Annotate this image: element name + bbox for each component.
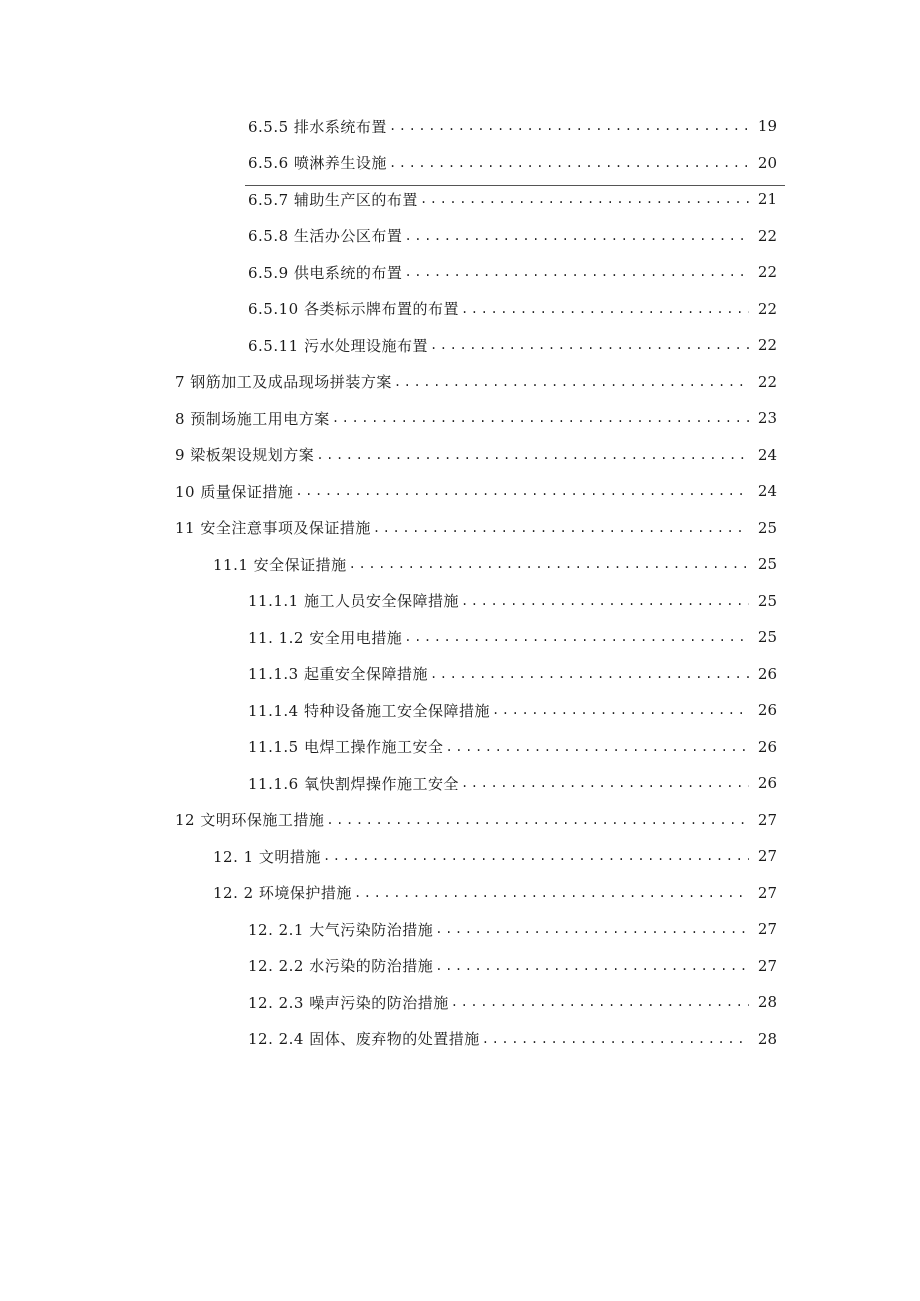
- toc-entry-page-number: 25: [757, 518, 777, 537]
- toc-entry-page-number: 22: [757, 336, 777, 355]
- toc-entry-title: 6.5.5 排水系统布置: [248, 117, 387, 136]
- toc-entry[interactable]: [0, 802, 920, 839]
- toc-entry-page-number: 21: [757, 190, 777, 209]
- toc-dot-leader: [451, 993, 749, 1011]
- toc-dot-leader: [461, 592, 749, 610]
- toc-entry-page-number: 24: [757, 482, 777, 501]
- toc-entry-page-number: 20: [757, 153, 777, 172]
- toc-dot-leader: [389, 154, 749, 172]
- toc-entry[interactable]: [0, 838, 920, 875]
- toc-entry-title: 12. 2.3 噪声污染的防治措施: [248, 993, 449, 1012]
- toc-entry[interactable]: [0, 437, 920, 474]
- toc-entry-title: 10 质量保证措施: [175, 482, 294, 501]
- toc-dot-leader: [430, 336, 749, 354]
- toc-dot-leader: [435, 920, 749, 938]
- toc-entry-title: 12. 2.1 大气污染防治措施: [248, 920, 434, 939]
- toc-entry-title: 8 预制场施工用电方案: [175, 409, 330, 428]
- toc-dot-leader: [435, 957, 749, 975]
- toc-entry[interactable]: [0, 765, 920, 802]
- toc-entry-page-number: 25: [757, 591, 777, 610]
- toc-entry-title: 6.5.10 各类标示牌布置的布置: [248, 300, 459, 319]
- toc-entry[interactable]: [0, 327, 920, 364]
- toc-entry-page-number: 22: [757, 226, 777, 245]
- toc-entry-title: 6.5.8 生活办公区布置: [248, 227, 403, 246]
- toc-entry-page-number: 27: [757, 847, 777, 866]
- toc-entry[interactable]: [0, 948, 920, 985]
- toc-entry-page-number: 28: [757, 993, 777, 1012]
- toc-dot-leader: [316, 446, 749, 464]
- toc-entry[interactable]: [0, 145, 920, 182]
- toc-entry-title: 6.5.9 供电系统的布置: [248, 263, 403, 282]
- toc-dot-leader: [389, 117, 749, 135]
- toc-entry[interactable]: [0, 108, 920, 145]
- toc-entry[interactable]: [0, 546, 920, 583]
- toc-entry[interactable]: [0, 473, 920, 510]
- toc-dot-leader: [430, 665, 749, 683]
- toc-entry[interactable]: [0, 181, 920, 218]
- toc-dot-leader: [295, 482, 749, 500]
- toc-dot-leader: [323, 847, 749, 865]
- toc-entry-title: 11.1.6 氧快割焊操作施工安全: [248, 774, 459, 793]
- toc-entry-page-number: 28: [757, 1029, 777, 1048]
- toc-entry-title: 12. 2 环境保护措施: [213, 884, 352, 903]
- toc-entry[interactable]: [0, 911, 920, 948]
- toc-entry-page-number: 23: [757, 409, 777, 428]
- toc-entry-title: 6.5.6 喷淋养生设施: [248, 154, 387, 173]
- toc-entry[interactable]: [0, 291, 920, 328]
- toc-entry[interactable]: [0, 656, 920, 693]
- toc-entry-page-number: 24: [757, 445, 777, 464]
- toc-entry-title: 11.1.4 特种设备施工安全保障措施: [248, 701, 490, 720]
- toc-entry-title: 11.1.5 电焊工操作施工安全: [248, 738, 444, 757]
- toc-entry[interactable]: [0, 619, 920, 656]
- toc-dot-leader: [349, 555, 749, 573]
- toc-dot-leader: [492, 701, 749, 719]
- toc-entry-page-number: 22: [757, 372, 777, 391]
- toc-entry-page-number: 26: [757, 737, 777, 756]
- toc-entry-title: 12. 2.4 固体、废弃物的处置措施: [248, 1030, 480, 1049]
- toc-entry-title: 11.1 安全保证措施: [213, 555, 347, 574]
- toc-entry-title: 11.1.3 起重安全保障措施: [248, 665, 428, 684]
- toc-dot-leader: [420, 190, 749, 208]
- toc-dot-leader: [404, 227, 749, 245]
- toc-entry[interactable]: [0, 1021, 920, 1058]
- toc-entry-title: 9 梁板架设规划方案: [175, 446, 315, 465]
- toc-entry[interactable]: [0, 984, 920, 1021]
- toc-entry[interactable]: [0, 364, 920, 401]
- toc-entry[interactable]: [0, 692, 920, 729]
- toc-entry-page-number: 27: [757, 956, 777, 975]
- toc-entry-title: 6.5.11 污水处理设施布置: [248, 336, 428, 355]
- toc-entry-title: 12. 2.2 水污染的防治措施: [248, 957, 434, 976]
- toc-entry-title: 12 文明环保施工措施: [175, 811, 325, 830]
- toc-entry-page-number: 27: [757, 810, 777, 829]
- toc-entry[interactable]: [0, 510, 920, 547]
- toc-entry-page-number: 26: [757, 664, 777, 683]
- toc-dot-leader: [332, 409, 749, 427]
- toc-entry-page-number: 22: [757, 263, 777, 282]
- toc-entry-page-number: 26: [757, 774, 777, 793]
- toc-dot-leader: [394, 373, 749, 391]
- toc-entry-page-number: 25: [757, 555, 777, 574]
- toc-entry[interactable]: [0, 254, 920, 291]
- toc-dot-leader: [445, 738, 749, 756]
- toc-entry[interactable]: [0, 729, 920, 766]
- toc-entry-title: 11. 1.2 安全用电措施: [248, 628, 403, 647]
- toc-dot-leader: [354, 884, 749, 902]
- toc-entry-title: 11.1.1 施工人员安全保障措施: [248, 592, 459, 611]
- toc-entry-page-number: 27: [757, 920, 777, 939]
- table-of-contents: [0, 108, 920, 1057]
- toc-entry[interactable]: [0, 875, 920, 912]
- toc-entry[interactable]: [0, 218, 920, 255]
- toc-entry-title: 7 钢筋加工及成品现场拼装方案: [175, 373, 392, 392]
- toc-dot-leader: [461, 774, 749, 792]
- toc-dot-leader: [404, 263, 749, 281]
- toc-dot-leader: [326, 811, 749, 829]
- toc-entry[interactable]: [0, 583, 920, 620]
- toc-dot-leader: [482, 1030, 749, 1048]
- toc-entry-title: 12. 1 文明措施: [213, 847, 321, 866]
- toc-entry-title: 11 安全注意事项及保证措施: [175, 519, 371, 538]
- toc-dot-leader: [373, 519, 749, 537]
- toc-entry-page-number: 25: [757, 628, 777, 647]
- toc-entry[interactable]: [0, 400, 920, 437]
- toc-entry-page-number: 19: [757, 117, 777, 136]
- toc-entry-page-number: 27: [757, 883, 777, 902]
- toc-entry-title: 6.5.7 辅助生产区的布置: [248, 190, 418, 209]
- toc-dot-leader: [404, 628, 749, 646]
- toc-entry-page-number: 22: [757, 299, 777, 318]
- toc-entry-page-number: 26: [757, 701, 777, 720]
- toc-dot-leader: [461, 300, 749, 318]
